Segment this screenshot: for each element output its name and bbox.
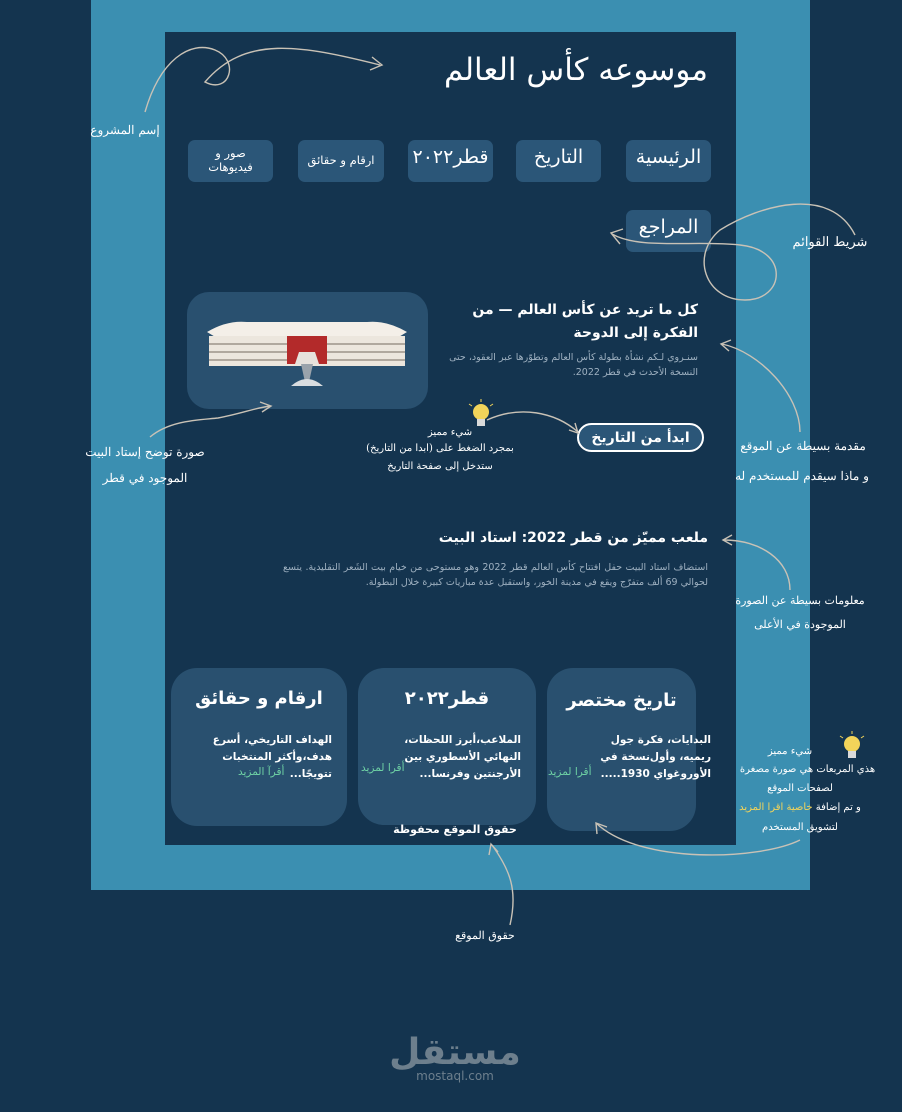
lightbulb-icon-2	[840, 731, 864, 758]
card-facts-text: الهداف التاريخي، أسرع هدف،وأكثر المنتخبات تتويجًا...	[212, 734, 332, 780]
start-history-button[interactable]: ابدأ من التاريخ	[577, 423, 704, 452]
lightbulb-icon	[469, 399, 493, 426]
arrow-cta-tip	[487, 412, 578, 432]
nav-qatar-2022[interactable]: قطر٢٠٢٢	[408, 140, 493, 182]
nav-facts[interactable]: ارقام و حقائق	[298, 140, 384, 182]
card-history-title: تاريخ مختصر	[566, 690, 677, 711]
note-menu-bar: شريط القوائم	[792, 235, 868, 250]
mostaql-logo	[380, 1032, 530, 1083]
tip2-line2: لصفحات الموقع	[767, 783, 833, 794]
site-title: موسوعه كأس العالم	[443, 52, 708, 88]
tip1-line1: بمجرد الضغط على (ابدا من التاريخ)	[366, 443, 514, 454]
note-image-line1: صورة توضح إستاد البيت	[85, 445, 205, 459]
tip2-line4: لتشويق المستخدم	[762, 822, 838, 833]
card-history-text: البدايات، فكرة جول ريميه، وأول‌نسخة في الأوروغواي 1930.....	[600, 734, 711, 780]
stadium-heading: ملعب مميّز من قطر 2022: استاد البيت	[438, 530, 708, 546]
arrow-stadium-image	[150, 406, 270, 437]
note-info-line1: معلومات بسيطة عن الصورة	[735, 594, 865, 607]
nav-history[interactable]: التاريخ	[516, 140, 601, 182]
footer-rights: حقوق الموقع محفوظة	[393, 823, 517, 836]
mostaql-logo-arabic: مستقل	[389, 1032, 521, 1073]
nav-media[interactable]: صور و فيديوهات	[188, 140, 273, 182]
tip1-title: شيء مميز	[427, 427, 473, 438]
note-info-line2: الموجودة في الأعلى	[754, 618, 846, 631]
arrow-intro	[722, 344, 800, 432]
note-image-line2: الموجود في قطر	[102, 471, 188, 485]
card-qatar-title: قطر٢٠٢٢	[404, 688, 490, 709]
note-project-name: إسم المشروع	[90, 123, 160, 137]
stadium-text: استضاف استاد البيت حفل افتتاح كأس العالم قطر 2022 وهو مستوحى من خيام بيت الشَعر التقليدية. يتسع لحوالي 69 ألف متفرّج ويقع في مدينة الخور، واستقبل عدة مباريات كبيرة خلال البطولة.	[283, 562, 708, 588]
arrow-project-name	[145, 48, 380, 112]
card-qatar-text: الملاعب،أبرز اللحظات، النهائي الأسطوري بين الأرجنتين وفرنسا...	[404, 734, 521, 780]
tip2-highlight: خاصية اقرا المزيد	[739, 802, 813, 813]
hero-heading: كل ما تريد عن كأس العالم — من الفكرة إلى الدوحة	[472, 302, 698, 342]
note-intro-line1: مقدمة بسيطة عن الموقع	[740, 439, 866, 453]
card-history-read-more[interactable]: أقرا لمزيد	[548, 766, 592, 778]
mostaql-logo-latin: mostaql.com	[416, 1069, 494, 1083]
hero-text: سنـروي لـكم نشأة بطولة كأس العالم وتطوّرها عبر العقود، حتى النسخة الأحدث في قطر 2022.	[449, 352, 698, 378]
arrow-rights	[492, 845, 513, 925]
tip2-line1: هذي المربعات هي صورة مصغرة	[739, 764, 876, 775]
note-intro-line2: و ماذا سيقدم للمستخدم له	[735, 469, 869, 483]
tip1-line2: ستدخل إلى صفحة التاريخ	[387, 461, 493, 472]
nav-home[interactable]: الرئيسية	[626, 140, 711, 182]
tip2-line3-a: و تم إضافة	[812, 802, 861, 813]
arrow-stadium-info	[724, 540, 790, 590]
note-rights: حقوق الموقع	[455, 929, 515, 942]
nav-references[interactable]: المراجع	[626, 210, 711, 252]
card-qatar-read-more[interactable]: أقرا لمزيد	[361, 762, 405, 774]
card-facts-title: ارقام و حقائق	[195, 688, 323, 709]
tip2-line3	[715, 800, 885, 816]
tip2-title: شيء مميز	[767, 746, 813, 757]
card-facts-read-more[interactable]: أقرآ المزيد	[238, 766, 285, 778]
